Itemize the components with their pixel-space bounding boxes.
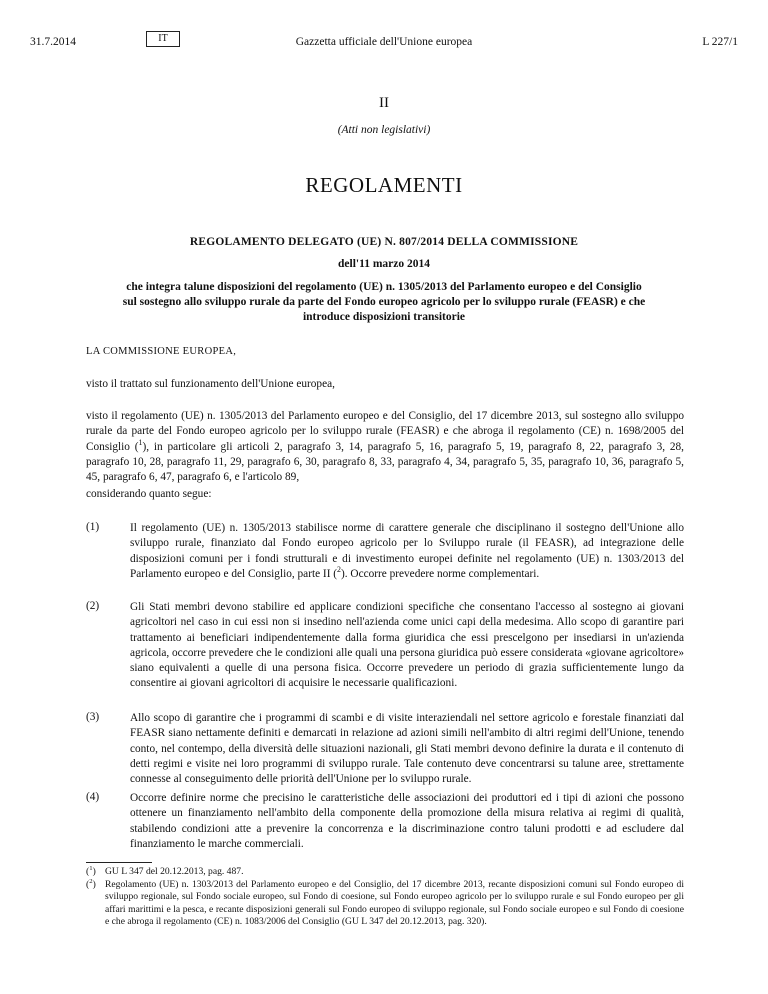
footnote-text: Regolamento (UE) n. 1303/2013 del Parlamento europeo e del Consiglio, del 17 dicembre 2013, recante disposizioni comuni sul Fondo europeo di sviluppo regionale, sul Fondo sociale europeo, sul Fondo di coesione, sul Fondo europeo agricolo per lo sviluppo rurale e sul Fondo europeo per gli affari marittimi e la pesca, e recante disposizioni generali sul Fondo europeo di sviluppo regionale, sul Fondo sociale europeo e sul Fondo di coesione e che abroga il regolamento (CE) n. 1083/2006 del Consiglio (GU L 347 del 20.12.2013, pag. 320).: [105, 879, 684, 928]
regulation-date: dell'11 marzo 2014: [338, 258, 430, 270]
footnote-ref[interactable]: 1: [138, 437, 143, 447]
footnote-text: GU L 347 del 20.12.2013, pag. 487.: [105, 866, 244, 877]
journal-title: Gazzetta ufficiale dell'Unione europea: [295, 36, 473, 48]
section-number: II: [379, 95, 389, 111]
recital-text: Gli Stati membri devono stabilire ed applicare condizioni specifiche che consentano l'accesso al sostegno ai giovani agricoltori nel caso in cui essi non si insedino nell'azienda come unici capi della medesima. Allo scopo di garantire pari trattamento ai beneficiari indipendentemente dalla forma giuridica che essi prescelgono per insediarsi in un'azienda agricola, occorre prevedere che le condizioni alle quali una persona giuridica può essere considerata «giovane agricoltore» siano equivalenti a quelle di una persona fisica. Occorre prevedere un periodo di grazia sufficientemente lungo da consentire ai giovani agricoltori di acquisire le necessarie qualificazioni.: [130, 601, 684, 690]
citation-regulation: [86, 409, 684, 485]
recital-number: (1): [86, 521, 100, 533]
citation-treaty: visto il trattato sul funzionamento dell'Unione europea,: [86, 378, 335, 390]
recital-text: Il regolamento (UE) n. 1305/2013 stabilisce norme di carattere generale che disciplinano il sostegno dell'Unione allo sviluppo rurale, finanziato dal Fondo europeo agricolo per lo Sviluppo rurale (il FEASR), ad integrazione delle disposizioni comuni per i fondi strutturali e di investimento europei definite nel regolamento (UE) n. 1303/2013 del Parlamento europeo e del Consiglio, parte II ($^2$). Occorre prevedere norme complementari.: [130, 522, 684, 580]
section-heading: REGOLAMENTI: [305, 173, 463, 197]
header-date: 31.7.2014: [30, 36, 76, 48]
recital-number: (4): [86, 791, 100, 803]
page-reference: L 227/1: [702, 36, 738, 48]
footnote-number: ($^2$): [86, 877, 96, 890]
footnote-number: ($^1$): [86, 864, 96, 877]
citation-text-start: visto il regolamento (UE) n. 1305/2013 del Parlamento europeo e del Consiglio, del 17 dicembre 2013, sul sostegno allo sviluppo rurale da parte del Fondo europeo agricolo per lo sviluppo rurale (FEASR) e che abroga il regolamento (CE) n. 1698/2005 del Consiglio (: [86, 410, 684, 453]
regulation-title: REGOLAMENTO DELEGATO (UE) N. 807/2014 DELLA COMMISSIONE: [189, 236, 579, 248]
recital-text: Allo scopo di garantire che i programmi di scambi e di visite interaziendali nel settore agricolo e forestale finanziati dal FEASR siano nettamente definiti e demarcati in relazione ad azioni simili nell'ambito di altri regimi dell'Unione, tenendo conto, nel contempo, della diversità delle situazioni nazionali, gli Stati membri devono definire la durata e il contenuto di detti regimi e visite nei loro programmi di sviluppo rurale. Tale contenuto deve concentrarsi su talune aree, strettamente connesse al conseguimento delle priorità dell'Unione per lo sviluppo rurale.: [130, 712, 684, 786]
section-subtitle: (Atti non legislativi): [337, 124, 431, 136]
whereas-intro: considerando quanto segue:: [86, 488, 212, 500]
footnote-divider: [86, 862, 152, 863]
language-badge: IT: [146, 31, 180, 47]
citation-text-end: ), in particolare gli articoli 2, paragrafo 3, 14, paragrafo 5, 16, paragrafo 5, 19, paragrafo 8, 22, paragrafo 3, 28, paragrafo 10, 28, paragrafo 11, 29, paragrafo 6, 30, paragrafo 8, 33, paragrafo 4, 34, paragrafo 5, 35, paragrafo 10, 36, paragrafo 5, 45, paragrafo 6, 47, paragrafo 6, e l'articolo 89,: [86, 440, 684, 484]
commission-line: LA COMMISSIONE EUROPEA,: [86, 346, 237, 357]
footnote-ref[interactable]: 2: [337, 565, 341, 575]
recital-text: Occorre definire norme che precisino le caratteristiche delle associazioni dei produttori ed i tipi di azioni che possono ottenere un finanziamento nell'ambito della componente della promozione della misura relativa ai regimi di qualità, stabilendo condizioni atte a prevenire la concorrenza e la discriminazione contro taluni prodotti e ad escludere dal finanziamento le marche commerciali.: [130, 792, 684, 850]
regulation-subject: che integra talune disposizioni del regolamento (UE) n. 1305/2013 del Parlamento europeo e del Consiglio sul sostegno allo sviluppo rurale da parte del Fondo europeo agricolo per lo sviluppo rurale (FEASR) e che introduce disposizioni transitorie: [122, 281, 646, 323]
recital-number: (2): [86, 600, 100, 612]
recital-number: (3): [86, 711, 100, 723]
